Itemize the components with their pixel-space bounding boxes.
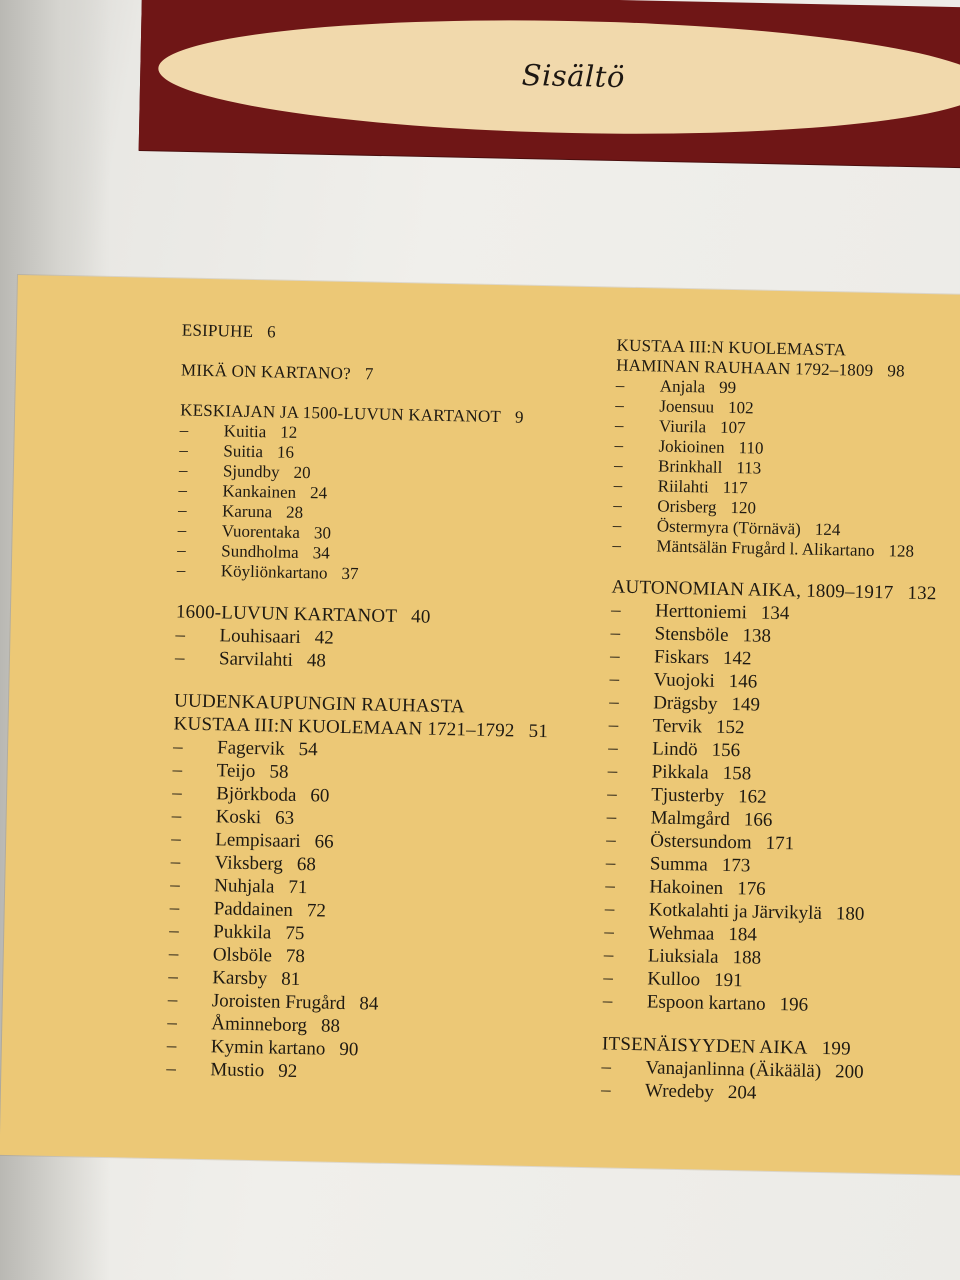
entry-name: Liuksiala — [647, 945, 719, 968]
entry-name: Olsböle — [212, 944, 273, 967]
entry-page-number: 124 — [814, 519, 841, 540]
entry-page-number: 78 — [285, 945, 306, 968]
entry-dash: – — [166, 1058, 177, 1080]
entry-dash: – — [170, 851, 181, 873]
entry-page-number: 54 — [298, 738, 318, 761]
section-heading-text: KUSTAA III:N KUOLEMAAN 1721–1792 — [173, 713, 515, 742]
entry-page-number: 173 — [721, 854, 751, 877]
section-heading-text: 1600-LUVUN KARTANOT — [175, 601, 398, 628]
entry-dash: – — [608, 737, 618, 759]
title-banner — [139, 0, 960, 168]
entry-page-number: 48 — [306, 650, 327, 672]
entry-dash: – — [177, 540, 186, 560]
entry-dash: – — [610, 599, 621, 621]
entry-dash: – — [172, 759, 183, 781]
entry-name: Teijo — [216, 760, 256, 783]
entry-name: Anjala — [659, 376, 706, 397]
entry-page-number: 110 — [738, 438, 764, 458]
entry-page-number: 196 — [779, 994, 809, 1016]
toc-right-column — [600, 336, 960, 1130]
section-heading-text: MIKÄ ON KARTANO? — [180, 360, 352, 383]
entry-dash: – — [608, 691, 619, 713]
entry-page-number: 20 — [293, 462, 311, 483]
entry-dash: – — [169, 897, 180, 919]
entry-page-number: 42 — [314, 627, 334, 649]
entry-page-number: 58 — [269, 761, 289, 783]
entry-dash: – — [168, 943, 179, 965]
section-heading — [181, 360, 611, 389]
entry-page-number: 117 — [722, 477, 748, 498]
entry-page-number: 92 — [278, 1060, 298, 1083]
entry-name: Mäntsälän Frugård l. Alikartano — [656, 536, 875, 560]
entry-name: Nuhjala — [214, 875, 275, 898]
entry-page-number: 120 — [730, 497, 757, 518]
entry-name: Pikkala — [651, 761, 709, 784]
section-page-number: 9 — [514, 407, 524, 427]
entry-page-number: 66 — [314, 831, 334, 853]
entry-dash: – — [614, 415, 624, 435]
table-of-contents — [0, 275, 960, 1175]
entry-name: Lindö — [651, 738, 698, 761]
entry-name: Jokioinen — [658, 436, 725, 457]
entry-dash: – — [167, 1012, 178, 1034]
entry-dash: – — [602, 990, 613, 1012]
entry-dash: – — [169, 920, 180, 942]
entry-dash: – — [605, 875, 616, 897]
entry-dash: – — [174, 647, 185, 669]
entry-page-number: 81 — [280, 968, 301, 991]
entry-name: Karsby — [212, 967, 268, 990]
entry-page-number: 128 — [888, 541, 915, 561]
entry-dash: – — [171, 828, 181, 850]
entry-dash: – — [607, 783, 617, 805]
section-page-number: 6 — [266, 322, 277, 342]
entry-dash: – — [615, 395, 625, 415]
entry-page-number: 88 — [320, 1015, 341, 1037]
entry-name: Kotkalahti ja Järvikylä — [648, 899, 823, 924]
entry-name: Kankainen — [222, 481, 297, 502]
entry-name: Åminneborg — [211, 1013, 308, 1037]
entry-name: Espoon kartano — [646, 991, 766, 1015]
entry-page-number: 71 — [288, 876, 308, 899]
entry-page-number: 171 — [765, 832, 795, 855]
entry-name: Sundholma — [221, 541, 299, 562]
entry-dash: – — [171, 782, 182, 804]
entry-page-number: 152 — [715, 716, 745, 739]
title-oval — [157, 12, 960, 141]
entry-page-number: 180 — [835, 903, 865, 925]
entry-dash: – — [612, 515, 622, 535]
entry-name: Fiskars — [653, 646, 710, 669]
entry-dash: – — [615, 375, 625, 395]
section-heading-text: HAMINAN RAUHAAN 1792–1809 — [616, 355, 874, 380]
entry-page-number: 107 — [719, 417, 746, 438]
entry-name: Köyliönkartano — [220, 561, 328, 583]
entry-name: Joroisten Frugård — [211, 990, 346, 1015]
entry-name: Kulloo — [647, 968, 701, 991]
entry-page-number: 12 — [280, 422, 298, 442]
entry-dash: – — [179, 420, 189, 440]
entry-page-number: 191 — [713, 969, 743, 992]
entry-page-number: 166 — [743, 809, 773, 831]
section-heading-text: KUSTAA III:N KUOLEMASTA — [616, 335, 847, 360]
entry-dash: – — [178, 460, 188, 480]
entry-name: Herttoniemi — [654, 600, 748, 624]
entry-dash: – — [176, 560, 186, 580]
entry-dash: – — [612, 535, 622, 555]
entry-page-number: 75 — [285, 922, 305, 945]
entry-dash: – — [179, 440, 189, 460]
entry-page-number: 162 — [737, 786, 767, 808]
page-title: Sisältö — [521, 57, 626, 95]
section-page-number: 7 — [364, 364, 374, 384]
toc-left-column — [166, 320, 615, 1109]
entry-dash: – — [606, 806, 617, 828]
entry-page-number: 84 — [359, 993, 379, 1015]
entry-dash: – — [608, 714, 619, 736]
entry-name: Paddainen — [213, 898, 294, 921]
entry-page-number: 184 — [728, 924, 758, 946]
toc-section — [175, 600, 606, 678]
section-page-number: 40 — [410, 606, 431, 628]
toc-section — [181, 360, 611, 389]
entry-page-number: 102 — [727, 397, 754, 418]
entry-dash: – — [171, 805, 182, 827]
entry-name: Sjundby — [222, 461, 280, 482]
toc-section — [166, 689, 604, 1089]
entry-name: Östersundom — [650, 830, 752, 854]
entry-name: Tervik — [652, 715, 703, 738]
entry-page-number: 16 — [276, 442, 295, 462]
entry-page-number: 188 — [732, 947, 762, 969]
section-heading-text: ITSENÄISYYDEN AIKA — [601, 1033, 808, 1059]
section-heading-text: ESIPUHE — [181, 320, 254, 341]
entry-name: Vuorentaka — [221, 521, 301, 542]
entry-page-number: 34 — [312, 543, 330, 563]
entry-name: Pukkila — [213, 921, 272, 944]
entry-name: Kymin kartano — [210, 1036, 326, 1060]
entry-dash: – — [609, 668, 620, 690]
entry-name: Vuojoki — [653, 669, 716, 692]
entry-name: Joensuu — [659, 396, 715, 417]
entry-page-number: 68 — [296, 853, 317, 876]
entry-dash: – — [177, 520, 187, 540]
section-heading-text: UUDENKAUPUNGIN RAUHASTA — [173, 690, 465, 718]
entry-dash: – — [172, 736, 183, 758]
entry-name: Viurila — [658, 416, 707, 437]
entry-dash: – — [167, 989, 178, 1011]
entry-dash: – — [613, 455, 623, 475]
entry-dash: – — [614, 435, 624, 455]
entry-page-number: 134 — [760, 602, 790, 625]
entry-name: Kuitia — [223, 421, 267, 442]
entry-dash: – — [601, 1056, 612, 1078]
section-page-number: 132 — [907, 582, 937, 605]
entry-name: Tjusterby — [651, 784, 725, 807]
section-page-number: 51 — [528, 720, 549, 743]
entry-dash: – — [604, 921, 615, 943]
entry-page-number: 146 — [728, 670, 758, 693]
toc-section — [601, 1032, 960, 1109]
entry-name: Wredeby — [644, 1080, 715, 1103]
entry-page-number: 99 — [718, 377, 737, 398]
entry-name: Viksberg — [214, 852, 284, 875]
entry-name: Lempisaari — [214, 829, 301, 853]
entry-page-number: 28 — [285, 502, 304, 523]
entry-page-number: 156 — [711, 739, 741, 762]
entry-page-number: 90 — [339, 1038, 359, 1061]
entry-name: Orisberg — [657, 496, 717, 517]
entry-name: Karuna — [221, 501, 273, 522]
toc-section — [612, 336, 960, 564]
entry-dash: – — [613, 495, 623, 515]
entry-page-number: 200 — [834, 1061, 864, 1083]
entry-page-number: 158 — [722, 762, 752, 785]
entry-dash: – — [166, 1035, 177, 1057]
toc-section — [603, 576, 960, 1021]
entry-name: Louhisaari — [219, 625, 301, 648]
entry-page-number: 149 — [731, 694, 761, 716]
entry-dash: – — [177, 500, 187, 520]
toc-section — [182, 320, 612, 349]
entry-dash: – — [604, 898, 615, 920]
section-page-number: 199 — [821, 1038, 852, 1060]
entry-name: Mustio — [210, 1059, 265, 1082]
entry-dash: – — [603, 967, 614, 989]
entry-page-number: 204 — [727, 1082, 757, 1104]
section-heading-text: KESKIAJAN JA 1500-LUVUN KARTANOT — [180, 400, 502, 427]
entry-name: Vanajanlinna (Äikäälä) — [645, 1057, 822, 1082]
entry-page-number: 138 — [742, 625, 772, 647]
entry-name: Björkboda — [215, 783, 297, 806]
entry-name: Wehmaa — [648, 922, 715, 945]
entry-name: Sarvilahti — [218, 648, 294, 671]
entry-name: Riilahti — [657, 476, 709, 497]
entry-dash: – — [605, 852, 616, 874]
entry-page-number: 113 — [736, 458, 762, 478]
section-page-number: 98 — [887, 361, 905, 381]
entry-page-number: 63 — [274, 807, 295, 829]
entry-dash: – — [613, 475, 623, 495]
entry-dash: – — [609, 645, 620, 667]
entry-dash: – — [168, 966, 179, 988]
entry-name: Suitia — [223, 441, 264, 462]
entry-page-number: 30 — [313, 523, 332, 543]
entry-name: Summa — [649, 853, 709, 876]
entry-name: Östermyra (Törnävä) — [656, 516, 802, 539]
entry-name: Hakoinen — [649, 876, 724, 899]
entry-name: Brinkhall — [657, 456, 723, 477]
entry-dash: – — [178, 480, 188, 500]
entry-dash: – — [606, 829, 617, 851]
entry-page-number: 72 — [306, 900, 327, 922]
entry-dash: – — [175, 624, 186, 646]
entry-page-number: 176 — [736, 878, 766, 900]
entry-name: Malmgård — [650, 807, 731, 831]
entry-page-number: 142 — [722, 647, 752, 670]
entry-page-number: 24 — [309, 483, 328, 503]
section-heading — [182, 320, 612, 349]
entry-name: Koski — [215, 806, 262, 829]
entry-page-number: 60 — [310, 785, 330, 807]
entry-dash: – — [603, 944, 614, 966]
toc-section — [177, 400, 611, 589]
entry-name: Drägsby — [652, 692, 718, 715]
entry-dash: – — [610, 622, 621, 644]
entry-page-number: 37 — [341, 563, 359, 584]
entry-name: Stensböle — [654, 623, 729, 646]
entry-dash: – — [607, 760, 618, 782]
entry-dash: – — [170, 874, 180, 896]
section-heading-text: AUTONOMIAN AIKA, 1809–1917 — [611, 576, 894, 604]
entry-name: Fagervik — [216, 737, 285, 760]
entry-dash: – — [600, 1079, 611, 1101]
